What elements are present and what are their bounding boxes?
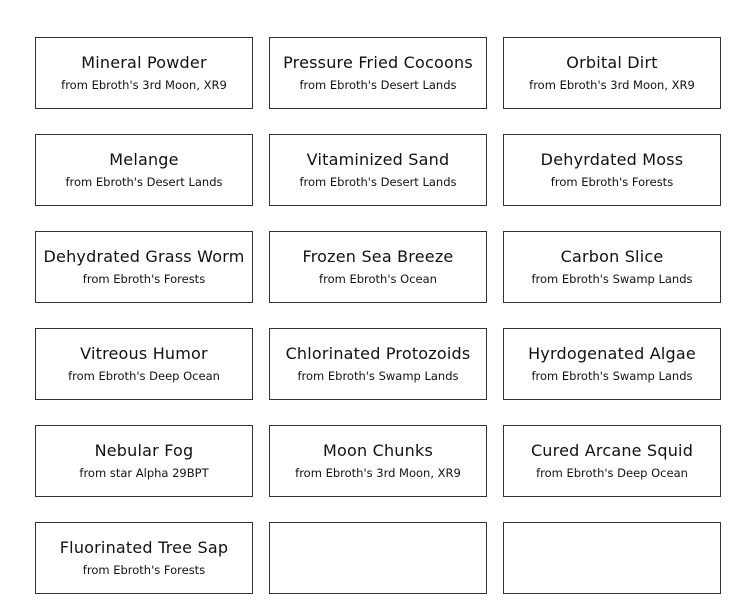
ingredient-origin: from Ebroth's Desert Lands [65, 175, 223, 189]
ingredient-name: Mineral Powder [81, 53, 207, 72]
ingredient-name: Nebular Fog [94, 441, 194, 460]
ingredient-name: Dehydrated Grass Worm [43, 247, 245, 266]
ingredient-origin: from Ebroth's Forests [82, 563, 206, 577]
ingredient-name: Fluorinated Tree Sap [59, 538, 229, 557]
ingredient-card-vitaminized-sand[interactable] [269, 134, 487, 206]
ingredient-origin: from Ebroth's Ocean [319, 272, 437, 286]
ingredient-name: Melange [109, 150, 179, 169]
ingredient-name: Vitaminized Sand [306, 150, 450, 169]
empty-ingredient-slot [269, 522, 487, 594]
ingredient-card-nebular-fog[interactable] [35, 425, 253, 497]
ingredient-card-mineral-powder[interactable] [35, 37, 253, 109]
ingredient-origin: from Ebroth's 3rd Moon, XR9 [529, 78, 695, 92]
ingredient-card-frozen-sea-breeze[interactable] [269, 231, 487, 303]
ingredient-origin: from Ebroth's Forests [550, 175, 674, 189]
ingredient-card-chlorinated-protozoids[interactable] [269, 328, 487, 400]
ingredient-name: Dehyrdated Moss [540, 150, 684, 169]
ingredient-card-dehyrdated-moss[interactable] [503, 134, 721, 206]
ingredient-origin: from Ebroth's 3rd Moon, XR9 [61, 78, 227, 92]
ingredient-card-carbon-slice[interactable] [503, 231, 721, 303]
ingredient-name: Vitreous Humor [80, 344, 208, 363]
ingredient-card-orbital-dirt[interactable] [503, 37, 721, 109]
ingredient-name: Hyrdogenated Algae [528, 344, 696, 363]
ingredient-card-cured-arcane-squid[interactable] [503, 425, 721, 497]
ingredient-name: Orbital Dirt [566, 53, 658, 72]
ingredient-origin: from Ebroth's Swamp Lands [531, 272, 693, 286]
ingredient-card-dehydrated-grass-worm[interactable] [35, 231, 253, 303]
ingredient-origin: from Ebroth's Deep Ocean [536, 466, 688, 480]
ingredient-origin: from star Alpha 29BPT [79, 466, 209, 480]
ingredient-card-hyrdogenated-algae[interactable] [503, 328, 721, 400]
ingredient-origin: from Ebroth's Desert Lands [299, 175, 457, 189]
ingredient-origin: from Ebroth's Swamp Lands [297, 369, 459, 383]
ingredient-card-vitreous-humor[interactable] [35, 328, 253, 400]
ingredient-name: Pressure Fried Cocoons [283, 53, 473, 72]
empty-ingredient-slot [503, 522, 721, 594]
ingredient-origin: from Ebroth's Desert Lands [299, 78, 457, 92]
ingredient-grid [35, 37, 721, 594]
ingredient-name: Moon Chunks [322, 441, 433, 460]
ingredient-card-melange[interactable] [35, 134, 253, 206]
ingredient-origin: from Ebroth's Deep Ocean [68, 369, 220, 383]
ingredient-card-moon-chunks[interactable] [269, 425, 487, 497]
ingredient-name: Carbon Slice [560, 247, 664, 266]
ingredient-name: Frozen Sea Breeze [302, 247, 454, 266]
ingredient-origin: from Ebroth's Swamp Lands [531, 369, 693, 383]
ingredient-name: Cured Arcane Squid [530, 441, 694, 460]
ingredient-card-fluorinated-tree-sap[interactable] [35, 522, 253, 594]
ingredient-origin: from Ebroth's Forests [82, 272, 206, 286]
ingredient-name: Chlorinated Protozoids [285, 344, 471, 363]
ingredient-card-pressure-fried-cocoons[interactable] [269, 37, 487, 109]
ingredient-origin: from Ebroth's 3rd Moon, XR9 [295, 466, 461, 480]
